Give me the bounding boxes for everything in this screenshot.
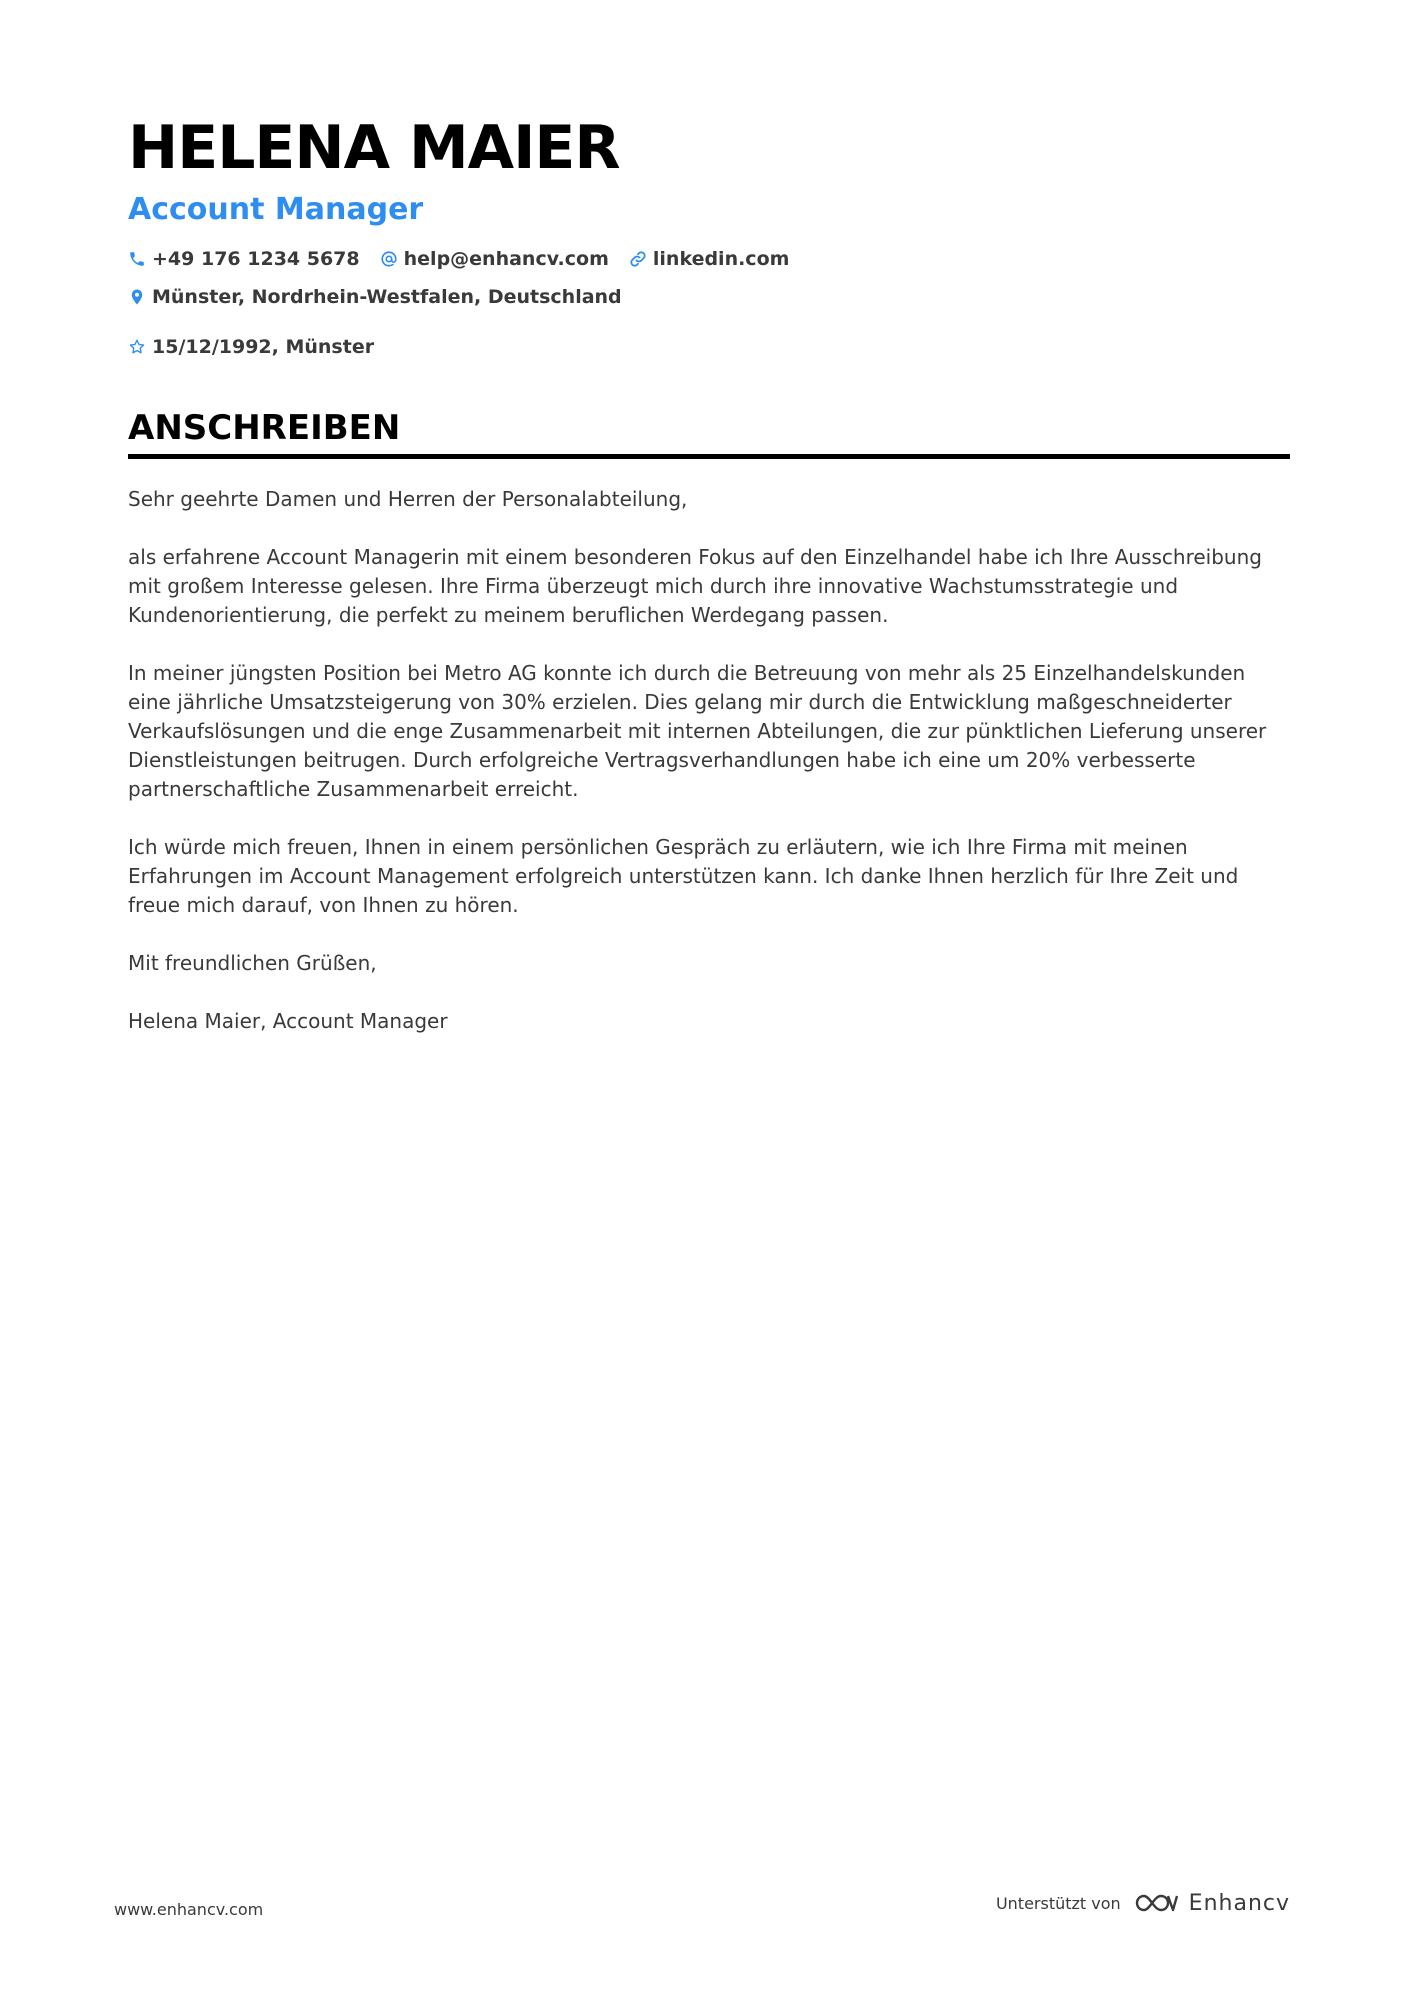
contact-email-text: help@enhancv.com: [403, 248, 609, 270]
section-title: ANSCHREIBEN: [128, 406, 1290, 459]
contact-linkedin[interactable]: [629, 246, 790, 272]
sign-off: Mit freundlichen Grüßen,: [128, 951, 377, 975]
location-icon: [128, 288, 146, 306]
brand-name: Enhancv: [1188, 1890, 1290, 1916]
salutation: Sehr geehrte Damen und Herren der Personalabteilung,: [128, 487, 688, 511]
cover-letter-section: [128, 406, 1290, 1065]
signature: Helena Maier, Account Manager: [128, 1009, 448, 1033]
footer: [114, 1888, 1290, 1928]
contact-phone-text: +49 176 1234 5678: [152, 248, 360, 270]
candidate-name: HELENA MAIER: [128, 113, 620, 183]
enhancv-logo-icon: [1133, 1890, 1179, 1916]
contact-info: [128, 246, 1290, 360]
contact-email[interactable]: [380, 246, 609, 272]
footer-url[interactable]: www.enhancv.com: [114, 1900, 264, 1919]
link-icon: [629, 250, 647, 268]
paragraph-experience: In meiner jüngsten Position bei Metro AG konnte ich durch die Betreuung von mehr als 25 Einzelhandelskunden eine jährliche Umsatzsteigerung von 30% erzielen. Dies gelang mir durch die Entwicklung maßgeschneiderter Verkaufslösungen und die enge Zusammenarbeit mit internen Abteilungen, die zur pünktlichen Lieferung unserer Dienstleistungen beitrugen. Durch erfolgreiche Vertragsverhandlungen habe ich eine um 20% verbesserte partnerschaftliche Zusammenarbeit erreicht.: [128, 661, 1267, 801]
star-icon: [128, 338, 146, 356]
contact-birth: [128, 334, 374, 360]
phone-icon: [128, 250, 146, 268]
header: [128, 112, 1290, 360]
contact-linkedin-text: linkedin.com: [652, 248, 790, 270]
paragraph-intro: als erfahrene Account Managerin mit einem besonderen Fokus auf den Einzelhandel habe ich Ihre Ausschreibung mit großem Interesse gelesen. Ihre Firma überzeugt mich durch ihre innovative Wachstumsstrategie und Kundenorientierung, die perfekt zu meinem beruflichen Werdegang passen.: [128, 545, 1262, 627]
letter-body: [128, 485, 1290, 1036]
at-icon: [380, 250, 398, 268]
contact-location-text: Münster, Nordrhein-Westfalen, Deutschland: [152, 286, 622, 308]
paragraph-closing: Ich würde mich freuen, Ihnen in einem persönlichen Gespräch zu erläutern, wie ich Ihre Firma mit meinen Erfahrungen im Account Management erfolgreich unterstützen kann. Ich danke Ihnen herzlich für Ihre Zeit und freue mich darauf, von Ihnen zu hören.: [128, 835, 1239, 917]
job-title: Account Manager: [128, 192, 424, 227]
contact-phone: [128, 246, 360, 272]
contact-birth-text: 15/12/1992, Münster: [152, 336, 375, 358]
contact-location: [128, 284, 622, 310]
powered-by-label: Unterstützt von: [995, 1893, 1121, 1913]
footer-brand[interactable]: [996, 1890, 1290, 1916]
